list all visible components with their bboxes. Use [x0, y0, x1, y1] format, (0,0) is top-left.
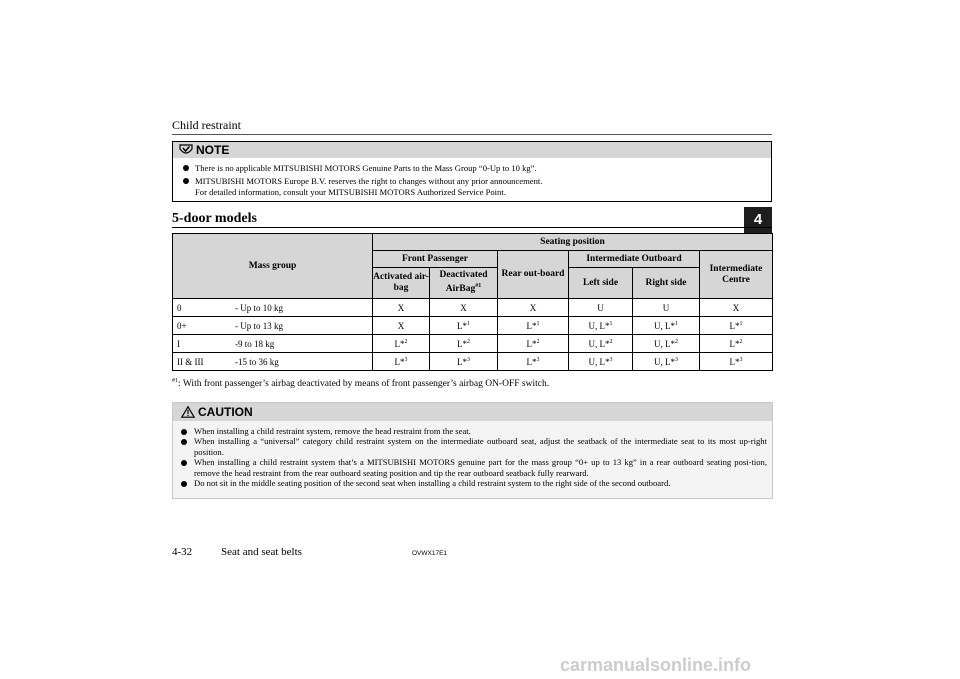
section-rule [172, 227, 772, 228]
note-item: There is no applicable MITSUBISHI MOTORS Genuine Parts to the Mass Group “0-Up to 10 kg”. [183, 163, 537, 174]
table-cell: L*$^2$ [373, 335, 430, 353]
mass-group-cell: II & III -15 to 36 kg [173, 353, 373, 371]
bullet-icon [183, 165, 189, 171]
table-row [173, 335, 773, 353]
note-item: MITSUBISHI MOTORS Europe B.V. reserves the right to changes without any prior announcement. [183, 176, 542, 187]
table-cell: U [633, 299, 700, 317]
seating-position-table [172, 233, 773, 371]
bullet-icon [181, 460, 187, 466]
footnote: $^{\#1}$: With front passenger’s airbag deactivated by means of front passenger’s airbag ON-OFF switch. [172, 378, 550, 390]
table-row [173, 317, 773, 335]
section-title: 5-door models [172, 211, 257, 226]
bullet-icon [181, 439, 187, 445]
table-cell: U, L*$^3$ [633, 353, 700, 371]
bullet-icon [181, 481, 187, 487]
table-cell: U [569, 299, 633, 317]
chapter-tab: 4 [744, 207, 772, 233]
note-item-continuation: For detailed information, consult your MITSUBISHI MOTORS Authorized Service Point. [195, 187, 506, 197]
table-cell: L*$^3$ [430, 353, 498, 371]
table-cell: L*$^3$ [700, 353, 773, 371]
mass-group-cell: 0+ - Up to 13 kg [173, 317, 373, 335]
table-cell: L*$^1$ [700, 317, 773, 335]
table-cell: L*$^2$ [700, 335, 773, 353]
bullet-icon [183, 178, 189, 184]
mass-group-cell: 0 - Up to 10 kg [173, 299, 373, 317]
header-intermediate-outboard: Intermediate Outboard [569, 251, 700, 268]
table-cell: U, L*$^2$ [569, 335, 633, 353]
table-cell: L*$^3$ [498, 353, 569, 371]
note-box [172, 141, 772, 202]
table-row [173, 353, 773, 371]
header-right-side: Right side [633, 268, 700, 299]
table-cell: U, L*$^3$ [569, 353, 633, 371]
header-mass-group: Mass group [173, 234, 373, 299]
caution-box [172, 402, 773, 499]
page-section-title: Seat and seat belts [221, 546, 302, 558]
header-rear-outboard: Rear out-board [498, 251, 569, 299]
table-cell: X [373, 299, 430, 317]
bullet-icon [181, 429, 187, 435]
warning-triangle-icon [181, 406, 195, 418]
page-number: 4-32 [172, 546, 193, 558]
caution-list [181, 426, 767, 488]
header-activated-airbag: Activated air-bag [373, 268, 430, 299]
document-code: OVWX17E1 [412, 550, 448, 557]
table-row [173, 299, 773, 317]
table-cell: X [430, 299, 498, 317]
table-cell: X [498, 299, 569, 317]
header-rule [172, 134, 772, 135]
table-cell: U, L*$^1$ [569, 317, 633, 335]
mass-group-cell: I -9 to 18 kg [173, 335, 373, 353]
table-cell: L*$^2$ [498, 335, 569, 353]
header-seating-position: Seating position [373, 234, 773, 251]
header-front-passenger: Front Passenger [373, 251, 498, 268]
header-intermediate-centre: Intermediate Centre [700, 251, 773, 299]
table-cell: L*$^3$ [373, 353, 430, 371]
caution-label: CAUTION [198, 405, 253, 419]
caution-item: When installing a “universal” category child restraint system on the intermediate outboard seat, adjust the seatback of the intermediate seat to its most up-right position. [181, 436, 767, 457]
table-cell: U, L*$^1$ [633, 317, 700, 335]
header-title: Child restraint [172, 118, 241, 132]
header-deactivated-airbag: Deactivated AirBag$^{\#1}$ [430, 268, 498, 299]
note-label: NOTE [196, 143, 230, 157]
caution-header [173, 403, 772, 421]
caution-item: When installing a child restraint system, remove the head restraint from the seat. [181, 426, 767, 436]
table-cell: X [700, 299, 773, 317]
note-header [173, 142, 771, 158]
watermark: carmanualsonline.info [560, 655, 752, 675]
table-cell: L*$^1$ [498, 317, 569, 335]
caution-item: When installing a child restraint system that’s a MITSUBISHI MOTORS genuine part for the mass group “0+ up to 13 kg” in a rear outboard seating posi-tion, remove the head restraint from the rear outboard seating position and tip the rear outboard seatback fully rearward. [181, 457, 767, 478]
table-cell: U, L*$^2$ [633, 335, 700, 353]
header-left-side: Left side [569, 268, 633, 299]
table-cell: L*$^1$ [430, 317, 498, 335]
table-cell: L*$^2$ [430, 335, 498, 353]
note-check-icon [179, 144, 193, 156]
table-cell: X [373, 317, 430, 335]
caution-item: Do not sit in the middle seating position of the second seat when installing a child restraint system to the right side of the second outboard. [181, 478, 767, 488]
table-body [173, 299, 773, 371]
